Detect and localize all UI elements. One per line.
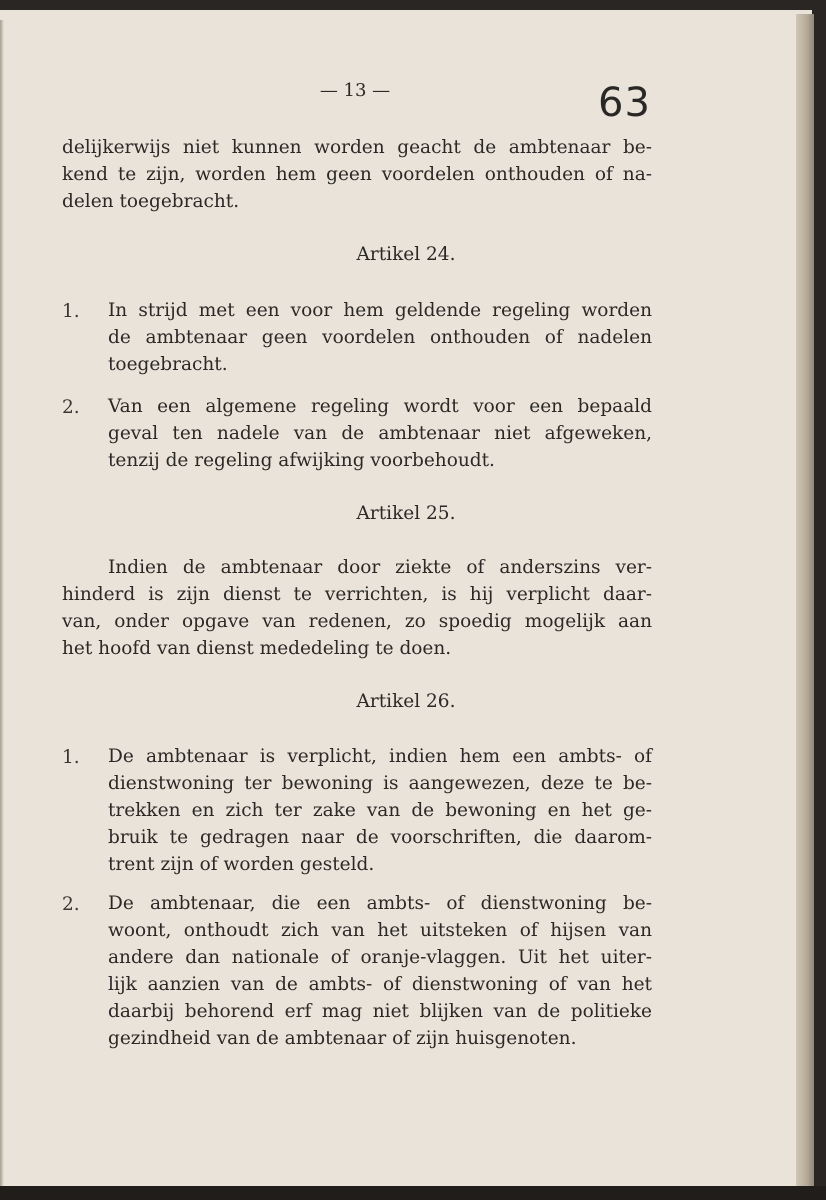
item-number: 1.	[62, 747, 80, 768]
page-stack-edge	[796, 14, 814, 1186]
article-heading: Artikel 24.	[356, 244, 456, 265]
item-line: trent zijn of worden gesteld.	[108, 854, 375, 875]
item-line: gezindheid van de ambtenaar of zijn huisgenoten.	[108, 1028, 577, 1049]
intro-line: kend te zijn, worden hem geen voordelen onthouden of na-	[62, 164, 652, 185]
page-binding-edge	[0, 20, 4, 1190]
item-line: daarbij behorend erf mag niet blijken van de politieke	[108, 1001, 652, 1022]
paragraph-line: Indien de ambtenaar door ziekte of anderszins ver-	[108, 557, 652, 578]
item-line: toegebracht.	[108, 354, 228, 375]
item-line: In strijd met een voor hem geldende regeling worden	[108, 300, 652, 321]
handwritten-page-number: 63	[598, 80, 651, 126]
item-line: woont, onthoudt zich van het uitsteken of hijsen van	[108, 920, 652, 941]
item-line: tenzij de regeling afwijking voorbehoudt.	[108, 450, 495, 471]
item-number: 2.	[62, 397, 80, 418]
item-line: Van een algemene regeling wordt voor een bepaald	[108, 396, 652, 417]
item-line: geval ten nadele van de ambtenaar niet afgeweken,	[108, 423, 652, 444]
scan-bottom-shadow	[0, 1186, 826, 1200]
page-folio: — 13 —	[319, 80, 391, 101]
item-number: 2.	[62, 894, 80, 915]
paragraph-line: hinderd is zijn dienst te verrichten, is hij verplicht daar-	[62, 584, 652, 605]
article-heading: Artikel 26.	[356, 691, 456, 712]
intro-line: delijkerwijs niet kunnen worden geacht de ambtenaar be-	[62, 137, 652, 158]
item-line: trekken en zich ter zake van de bewoning en het ge-	[108, 800, 652, 821]
intro-line: delen toegebracht.	[62, 191, 240, 212]
paragraph-line: het hoofd van dienst mededeling te doen.	[62, 638, 452, 659]
item-line: lijk aanzien van de ambts- of dienstwoning of van het	[108, 974, 652, 995]
item-line: dienstwoning ter bewoning is aangewezen, deze te be-	[108, 773, 652, 794]
item-line: de ambtenaar geen voordelen onthouden of nadelen	[108, 327, 652, 348]
item-line: De ambtenaar is verplicht, indien hem een ambts- of	[108, 746, 652, 767]
document-page	[0, 10, 812, 1190]
article-heading: Artikel 25.	[356, 503, 456, 524]
paragraph-line: van, onder opgave van redenen, zo spoedig mogelijk aan	[62, 611, 652, 632]
item-line: andere dan nationale of oranje-vlaggen. Uit het uiter-	[108, 947, 652, 968]
item-number: 1.	[62, 301, 80, 322]
item-line: De ambtenaar, die een ambts- of dienstwoning be-	[108, 893, 652, 914]
item-line: bruik te gedragen naar de voorschriften, die daarom-	[108, 827, 652, 848]
